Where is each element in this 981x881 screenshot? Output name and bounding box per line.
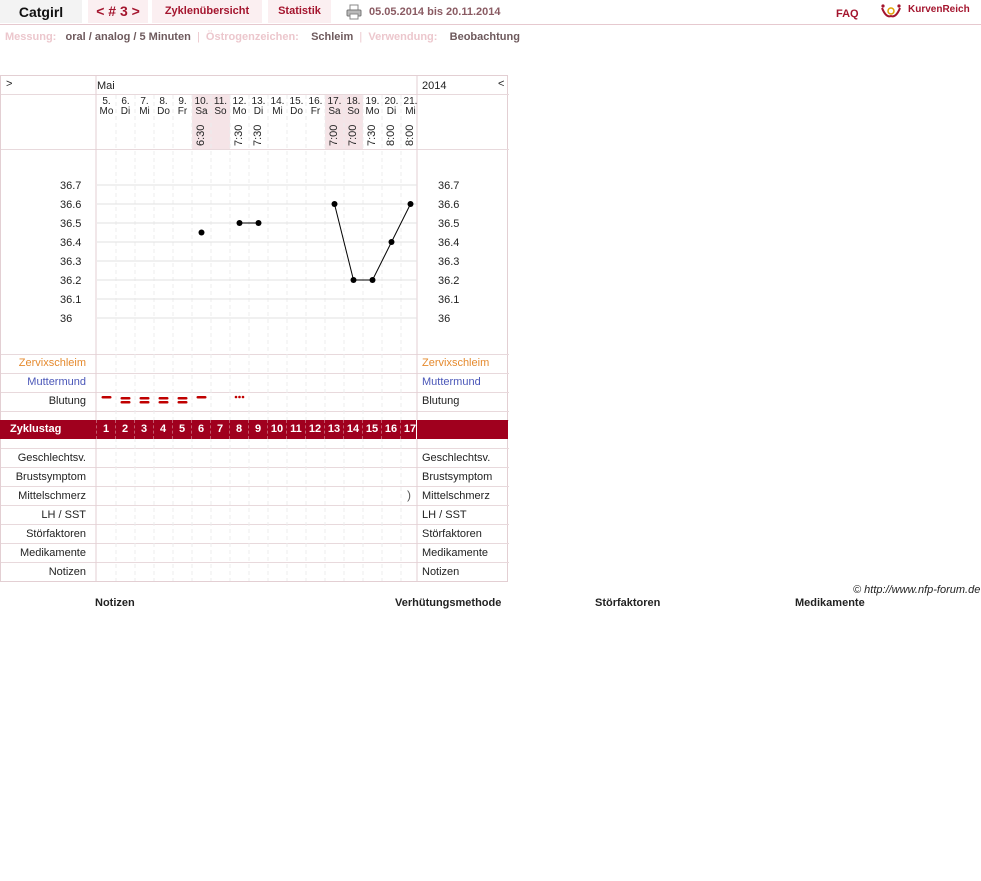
measure-time: 6:30 — [195, 124, 207, 146]
cycle-day-divider — [416, 420, 417, 439]
row-label-bleeding: Blutung — [48, 395, 86, 407]
faq-link[interactable]: FAQ — [836, 8, 859, 20]
meta-line — [5, 31, 520, 43]
row-label-intercourse-right: Geschlechtsv. — [422, 452, 491, 464]
weekday-label: Mo — [99, 106, 114, 117]
day-number: 13. — [251, 96, 266, 107]
temperature-point[interactable] — [408, 201, 414, 207]
day-number: 21. — [403, 96, 418, 107]
y-tick-label-right: 36.3 — [438, 256, 460, 268]
year-label: 2014 — [422, 80, 447, 92]
measure-time: 7:30 — [233, 124, 245, 146]
cycle-day-number: 14 — [343, 420, 362, 439]
bleeding-mark-heavy — [159, 401, 169, 404]
y-tick-label-right: 36.1 — [438, 294, 460, 306]
prev-arrow-button[interactable]: > — [6, 78, 13, 90]
day-number: 19. — [365, 96, 380, 107]
bleeding-mark-heavy — [178, 401, 188, 404]
row-label-disturb-right: Störfaktoren — [422, 528, 482, 540]
day-number: 11. — [213, 96, 228, 107]
measure-time: 7:00 — [347, 124, 359, 146]
bleeding-mark-heavy — [140, 397, 150, 400]
cycle-day-label: Zyklustag — [10, 423, 62, 435]
day-number: 15. — [289, 96, 304, 107]
day-number: 17. — [327, 96, 342, 107]
temperature-point[interactable] — [389, 239, 395, 245]
bleeding-mark-spotting — [235, 396, 238, 399]
bleeding-mark-spotting — [238, 396, 241, 399]
username: Catgirl — [0, 0, 82, 23]
usage-value: Beobachtung — [449, 31, 520, 43]
next-cycle-button[interactable]: > — [131, 3, 140, 19]
row-label-breast-right: Brustsymptom — [422, 471, 493, 483]
weekday-label: So — [214, 106, 227, 117]
row-label-cervix-right: Zervixschleim — [422, 357, 490, 369]
bleeding-mark-heavy — [121, 401, 131, 404]
cycle-number: # 3 — [108, 3, 128, 19]
copyright[interactable]: © http://www.nfp-forum.de — [853, 584, 981, 596]
cycle-day-number: 16 — [381, 420, 400, 439]
temperature-point[interactable] — [237, 220, 243, 226]
weekday-label: Di — [120, 106, 131, 117]
measure-time: 8:00 — [404, 124, 416, 146]
bleeding-mark-medium — [102, 396, 112, 399]
next-arrow-button[interactable]: < — [498, 78, 505, 90]
row-label-midpain: Mittelschmerz — [18, 490, 86, 502]
cycle-day-number: 7 — [210, 420, 229, 439]
bleeding-mark-spotting — [242, 396, 245, 399]
footer-meds: Medikamente — [795, 597, 865, 609]
date-range: 05.05.2014 bis 20.11.2014 — [369, 6, 501, 18]
weekday-label: Sa — [328, 106, 341, 117]
cycle-day-number: 9 — [248, 420, 267, 439]
weekday-label: Mi — [405, 106, 416, 117]
y-tick-label-right: 36.2 — [438, 275, 460, 287]
cycle-day-number: 2 — [115, 420, 134, 439]
printer-icon[interactable] — [346, 4, 362, 20]
cycle-nav — [88, 0, 148, 23]
temperature-point[interactable] — [351, 277, 357, 283]
weekday-label: Mi — [272, 106, 283, 117]
cycle-day-number: 11 — [286, 420, 305, 439]
y-tick-label-right: 36.4 — [438, 237, 460, 249]
row-label-lh-right: LH / SST — [422, 509, 467, 521]
weekday-label: Mo — [232, 106, 247, 117]
weekday-label: Di — [386, 106, 397, 117]
temperature-plot — [1, 76, 507, 581]
temperature-point[interactable] — [199, 230, 205, 236]
day-number: 8. — [159, 96, 168, 107]
weekday-label: So — [347, 106, 360, 117]
y-tick-label-right: 36.7 — [438, 180, 460, 192]
measure-time: 7:30 — [366, 124, 378, 146]
cycle-day-number: 6 — [191, 420, 210, 439]
weekday-label: Do — [290, 106, 303, 117]
day-number: 16. — [308, 96, 323, 107]
bleeding-mark-medium — [197, 396, 207, 399]
weekday-label: Sa — [195, 106, 208, 117]
footer-contraception: Verhütungsmethode — [395, 597, 502, 609]
row-label-lh: LH / SST — [41, 509, 86, 521]
day-number: 5. — [102, 96, 111, 107]
y-tick-label: 36.7 — [60, 180, 82, 192]
logo-text[interactable]: KurvenReich — [908, 4, 970, 15]
cycle-day-number: 13 — [324, 420, 343, 439]
row-label-disturb: Störfaktoren — [26, 528, 86, 540]
day-number: 10. — [194, 96, 209, 107]
day-number: 18. — [346, 96, 361, 107]
separator: | — [359, 31, 363, 43]
row-label-intercourse: Geschlechtsv. — [17, 452, 86, 464]
weekday-label: Do — [157, 106, 170, 117]
measure-time: 7:00 — [328, 124, 340, 146]
row-label-notes: Notizen — [48, 566, 86, 578]
cycle-day-number: 17 — [400, 420, 419, 439]
weekday-label: Fr — [177, 106, 188, 117]
mittelschmerz-marker: ) — [407, 488, 411, 502]
temperature-point[interactable] — [332, 201, 338, 207]
cycle-day-bar — [0, 420, 508, 439]
measure-label: Messung: — [5, 31, 57, 43]
y-tick-label-right: 36.6 — [438, 199, 460, 211]
bleeding-mark-heavy — [178, 397, 188, 400]
y-tick-label-right: 36 — [438, 313, 451, 325]
temperature-point[interactable] — [256, 220, 262, 226]
measure-value: oral / analog / 5 Minuten — [65, 31, 191, 43]
weekday-label: Di — [253, 106, 264, 117]
footer-disturb: Störfaktoren — [595, 597, 661, 609]
row-label-breast: Brustsymptom — [15, 471, 86, 483]
cycle-day-number: 12 — [305, 420, 324, 439]
top-bar — [0, 0, 981, 25]
row-label-bleeding-right: Blutung — [422, 395, 460, 407]
y-tick-label: 36.6 — [60, 199, 82, 211]
cycle-day-number: 8 — [229, 420, 248, 439]
separator: | — [196, 31, 200, 43]
cycle-day-number: 15 — [362, 420, 381, 439]
cycle-day-number: 1 — [96, 420, 115, 439]
cycle-day-number: 3 — [134, 420, 153, 439]
y-tick-label: 36.2 — [60, 275, 82, 287]
usage-label: Verwendung: — [368, 31, 438, 43]
bleeding-mark-heavy — [121, 397, 131, 400]
y-tick-label: 36.5 — [60, 218, 82, 230]
day-number: 7. — [140, 96, 149, 107]
cycle-chart — [0, 75, 508, 582]
y-tick-label: 36.1 — [60, 294, 82, 306]
row-label-midpain-right: Mittelschmerz — [422, 490, 490, 502]
day-number: 12. — [232, 96, 247, 107]
temperature-point[interactable] — [370, 277, 376, 283]
cycle-day-number: 4 — [153, 420, 172, 439]
estrogen-label: Östrogenzeichen: — [205, 31, 299, 43]
day-number: 14. — [270, 96, 285, 107]
month-label: Mai — [97, 80, 115, 92]
row-label-cervix-pos: Muttermund — [27, 376, 86, 388]
tab-statistics[interactable]: Statistik — [268, 0, 331, 23]
day-number: 20. — [384, 96, 399, 107]
measure-time: 8:00 — [385, 124, 397, 146]
y-tick-label: 36 — [60, 313, 73, 325]
cycle-day-number: 5 — [172, 420, 191, 439]
prev-cycle-button[interactable]: < — [96, 3, 105, 19]
tab-cycle-overview[interactable]: Zyklenübersicht — [152, 0, 262, 23]
bleeding-mark-heavy — [140, 401, 150, 404]
row-label-meds: Medikamente — [19, 547, 86, 559]
row-label-cervix-pos-right: Muttermund — [422, 376, 481, 388]
weekday-label: Mi — [139, 106, 150, 117]
row-label-meds-right: Medikamente — [422, 547, 489, 559]
weekday-label: Fr — [310, 106, 321, 117]
row-label-notes-right: Notizen — [422, 566, 460, 578]
cycle-day-number: 10 — [267, 420, 286, 439]
day-number: 9. — [178, 96, 187, 107]
measure-time: 7:30 — [252, 124, 264, 146]
y-tick-label-right: 36.5 — [438, 218, 460, 230]
weekday-label: Mo — [365, 106, 380, 117]
bleeding-mark-heavy — [159, 397, 169, 400]
y-tick-label: 36.3 — [60, 256, 82, 268]
row-label-cervix: Zervixschleim — [18, 357, 86, 369]
day-number: 6. — [121, 96, 130, 107]
footer-notes: Notizen — [95, 597, 135, 609]
estrogen-value: Schleim — [311, 31, 354, 43]
kurvenreich-logo-icon — [880, 2, 902, 20]
y-tick-label: 36.4 — [60, 237, 82, 249]
